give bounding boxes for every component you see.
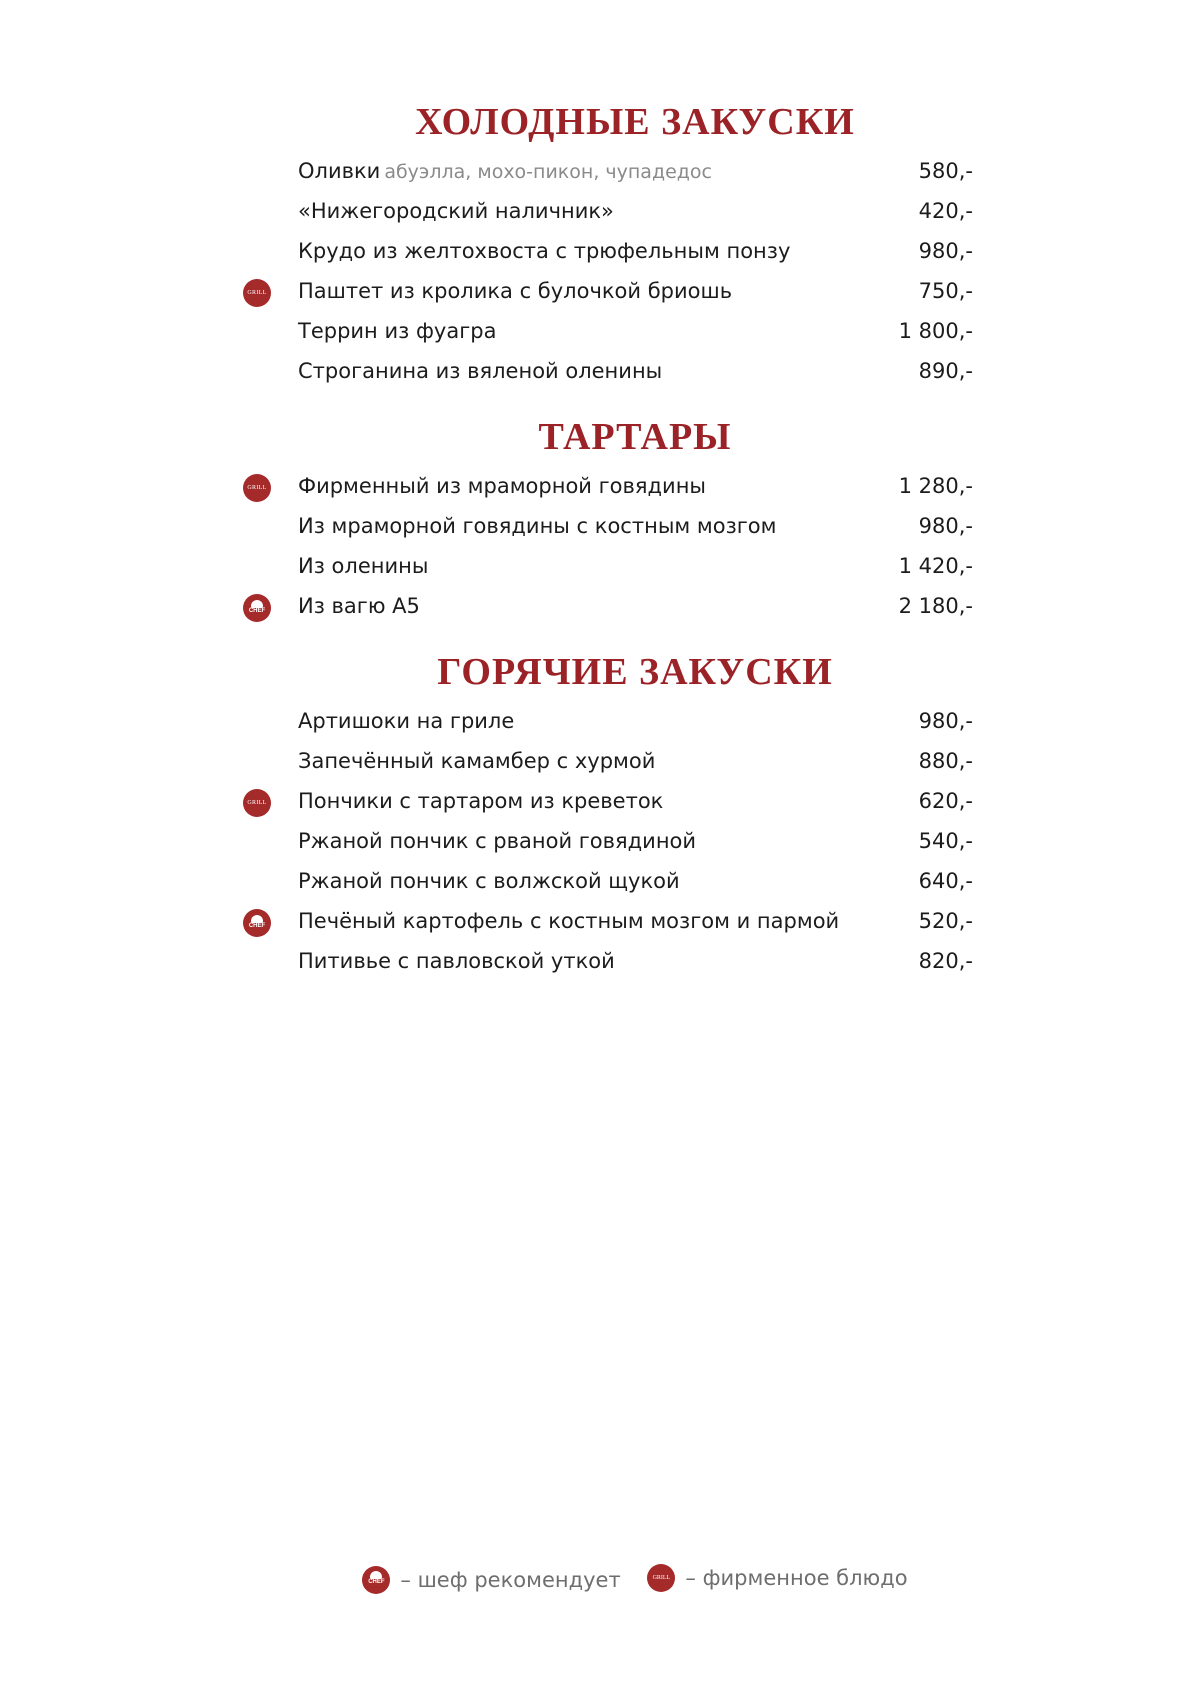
item-name: Печёный картофель с костным мозгом и пармой: [298, 909, 840, 933]
hat-shape: [251, 600, 263, 608]
item-name: Паштет из кролика с булочкой бриошь: [298, 279, 733, 303]
menu-item: [298, 195, 973, 227]
badge-legend: [0, 1560, 1200, 1594]
item-price: 820,-: [918, 949, 973, 973]
item-name: Террин из фуагра: [298, 319, 497, 343]
item-title: Оливки: [298, 159, 381, 183]
menu-item: [298, 470, 973, 502]
item-name: Строганина из вяленой оленины: [298, 359, 663, 383]
badge-text: GRILL: [247, 485, 267, 491]
grill-badge-icon: [243, 789, 271, 817]
grill-badge-icon: [243, 474, 271, 502]
item-name: Из вагю А5: [298, 594, 420, 618]
item-price: 620,-: [918, 789, 973, 813]
menu-item: [298, 315, 973, 347]
badge-text: GRILL: [247, 800, 267, 806]
item-name: Питивье с павловской уткой: [298, 949, 615, 973]
chef-hat-icon: [243, 594, 271, 622]
item-name: Ржаной пончик с рваной говядиной: [298, 829, 697, 853]
menu-item: [298, 705, 973, 737]
menu-item: [298, 745, 973, 777]
item-name: Ржаной пончик с волжской щукой: [298, 869, 680, 893]
item-price: 640,-: [918, 869, 973, 893]
item-name: Артишоки на гриле: [298, 709, 515, 733]
item-name: Фирменный из мраморной говядины: [298, 474, 707, 498]
item-price: 1 420,-: [898, 554, 973, 578]
menu-item: [298, 155, 973, 187]
item-price: 1 280,-: [898, 474, 973, 498]
hat-shape: [370, 1571, 382, 1579]
item-price: 880,-: [918, 749, 973, 773]
item-name: «Нижегородский наличник»: [298, 199, 614, 223]
item-price: 750,-: [918, 279, 973, 303]
menu-item: [298, 785, 973, 817]
menu-item: [298, 355, 973, 387]
item-price: 2 180,-: [898, 594, 973, 618]
item-name: Запечённый камамбер с хурмой: [298, 749, 656, 773]
item-price: 520,-: [918, 909, 973, 933]
item-name: Пончики с тартаром из креветок: [298, 789, 664, 813]
chef-hat-icon: [243, 909, 271, 937]
item-price: 890,-: [918, 359, 973, 383]
menu-item: [298, 865, 973, 897]
badge-text: GRILL: [247, 290, 267, 296]
hat-shape: [251, 915, 263, 923]
menu-item: [298, 510, 973, 542]
item-price: 980,-: [918, 514, 973, 538]
legend-grill: [647, 1564, 907, 1592]
menu-item: [298, 590, 973, 622]
item-price: 980,-: [918, 239, 973, 263]
menu-item: [298, 550, 973, 582]
badge-text: CHEF: [248, 607, 266, 614]
legend-chef-label: – шеф рекомендует: [400, 1567, 621, 1592]
menu-item: [298, 825, 973, 857]
item-description: абуэлла, мохо-пикон, чупадедос: [384, 161, 712, 183]
badge-text: CHEF: [368, 1579, 385, 1585]
item-price: 1 800,-: [898, 319, 973, 343]
item-price: 540,-: [918, 829, 973, 853]
section-title-hot-appetizers: ГОРЯЧИЕ ЗАКУСКИ: [437, 651, 833, 693]
legend-grill-label: – фирменное блюдо: [685, 1566, 908, 1590]
item-name: Из оленины: [298, 554, 429, 578]
menu-item: [298, 945, 973, 977]
item-name: [298, 155, 712, 188]
grill-badge-icon: [243, 279, 271, 307]
menu-item: [298, 905, 973, 937]
chef-hat-icon: [362, 1566, 390, 1594]
item-price: 980,-: [918, 709, 973, 733]
badge-text: CHEF: [248, 922, 266, 929]
menu-item: [298, 235, 973, 267]
menu-item: [298, 275, 973, 307]
grill-badge-icon: [647, 1564, 675, 1592]
section-title-cold-appetizers: ХОЛОДНЫЕ ЗАКУСКИ: [415, 101, 855, 143]
legend-chef: [362, 1566, 620, 1594]
section-title-tartares: ТАРТАРЫ: [538, 416, 732, 458]
item-name: Из мраморной говядины с костным мозгом: [298, 514, 777, 538]
item-price: 580,-: [918, 159, 973, 183]
badge-text: GRILL: [652, 1575, 671, 1581]
item-name: Крудо из желтохвоста с трюфельным понзу: [298, 239, 791, 263]
item-price: 420,-: [918, 199, 973, 223]
